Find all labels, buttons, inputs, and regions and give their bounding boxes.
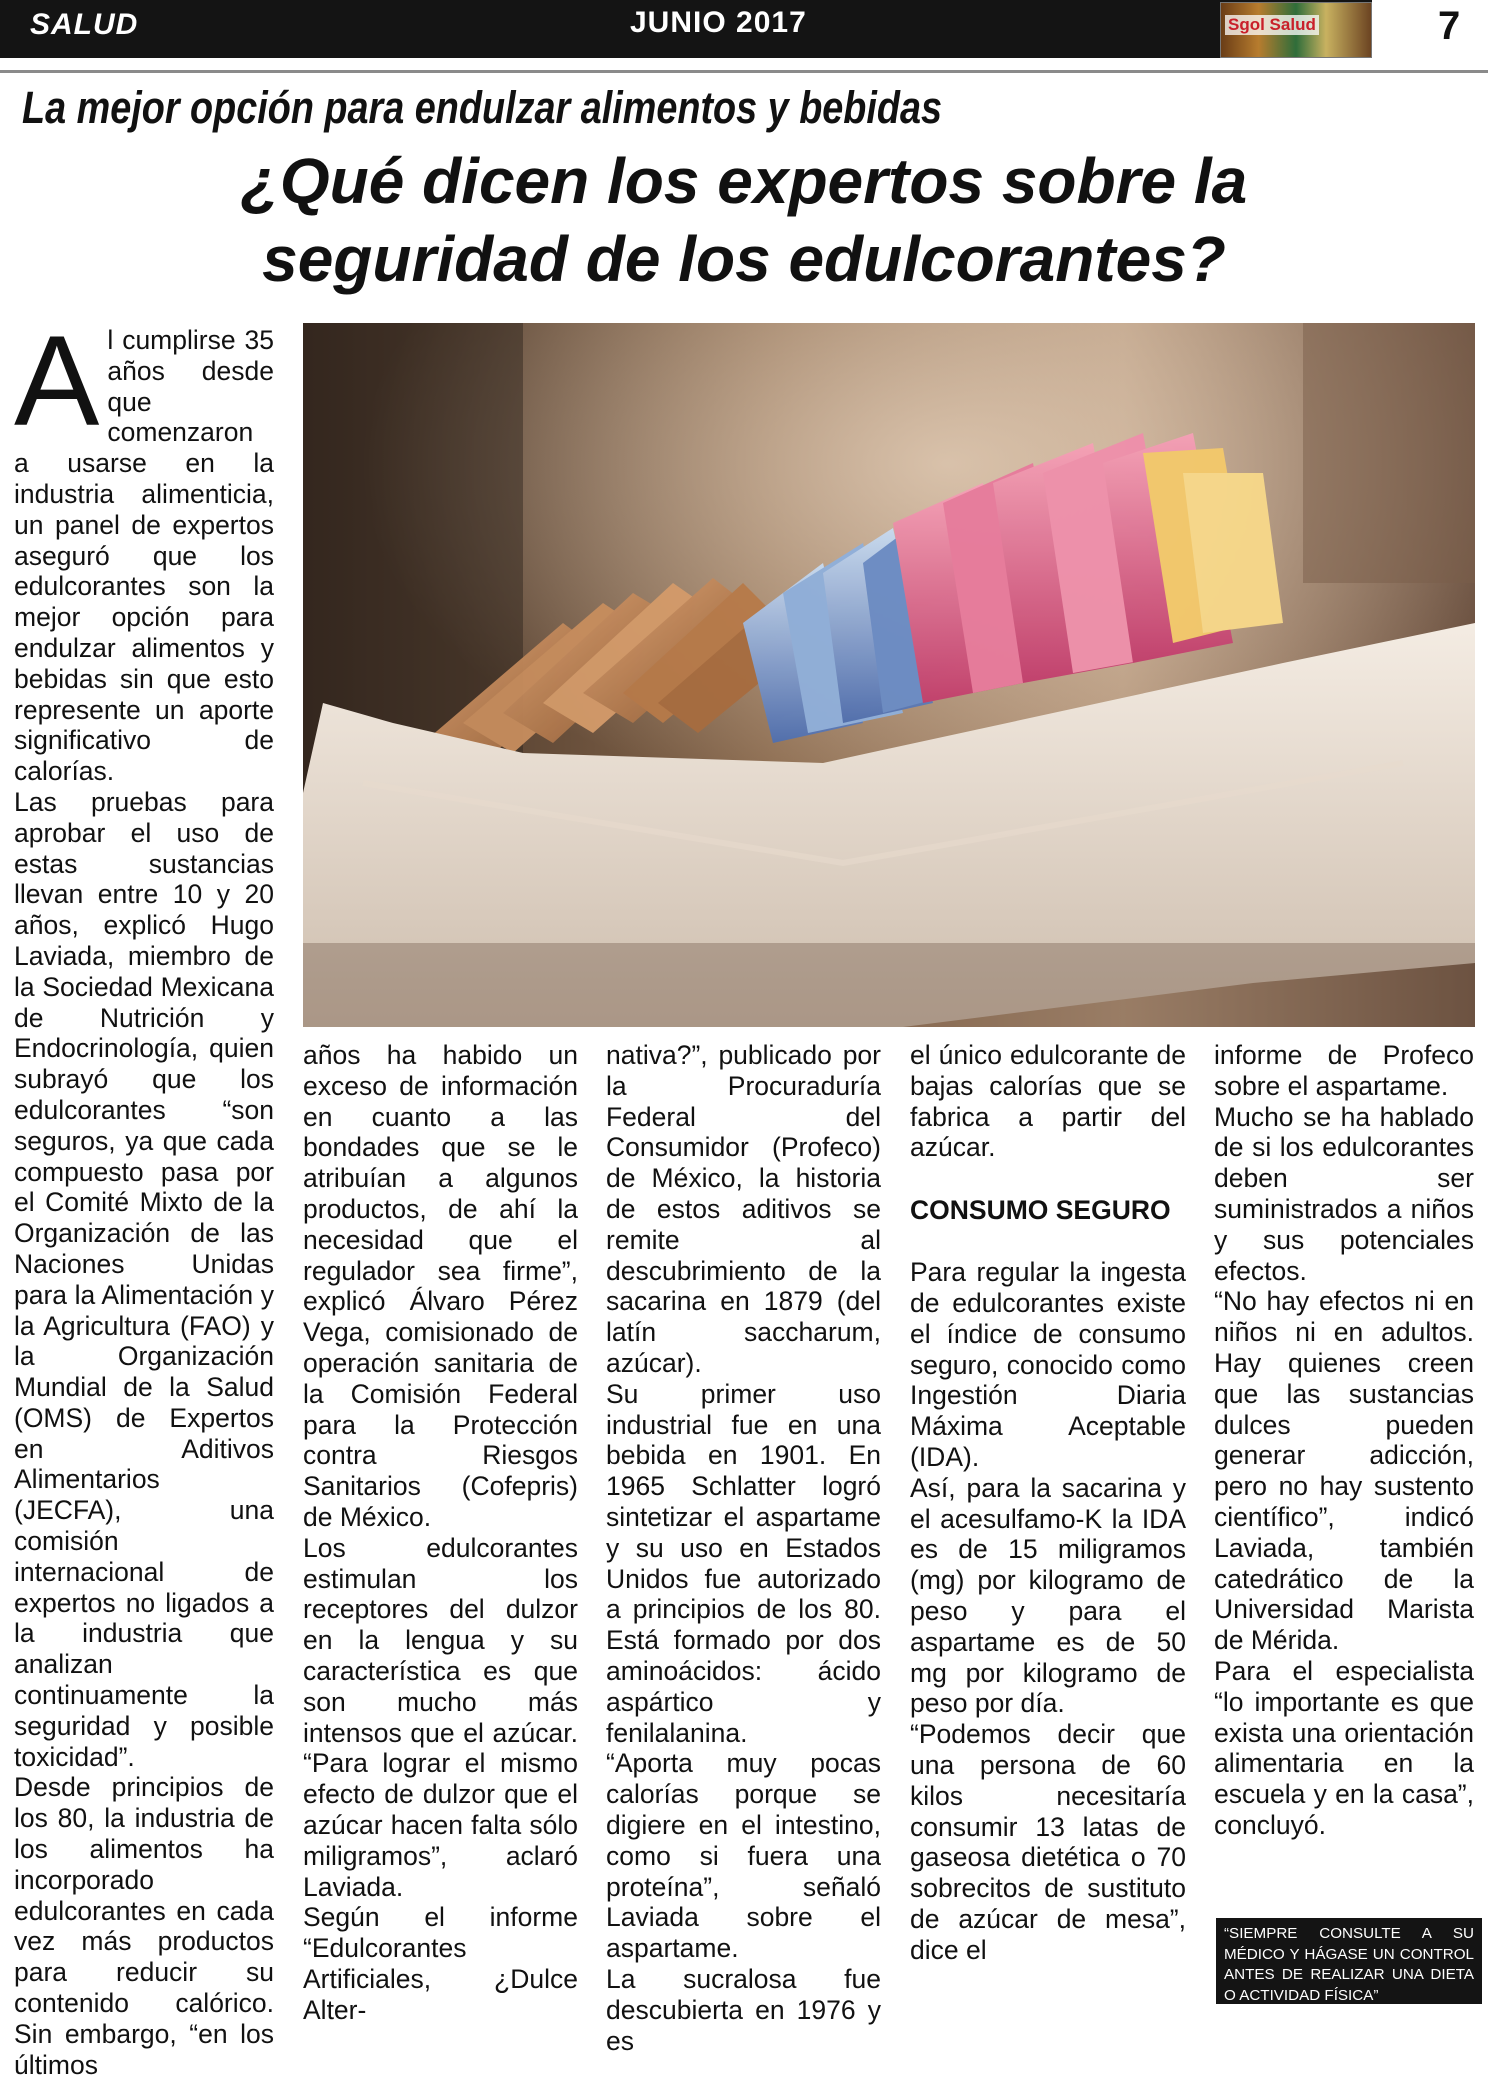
paragraph: nativa?”, publicado por la Procuraduría Federal del Consumidor (Profeco) de México, la historia de estos aditivos se remite al descubrimiento de la sacarina en 1879 (del latín saccharum, azúcar). xyxy=(606,1040,881,1378)
health-notice-box: “SIEMPRE CONSULTE A SU MÉDICO Y HÁGASE UN CONTROL ANTES DE REALIZAR UNA DIETA O ACTIVIDAD FÍSICA” xyxy=(1216,1918,1482,2004)
headline-line-2: seguridad de los edulcorantes? xyxy=(262,223,1226,295)
paragraph: Mucho se ha hablado de si los edulcorantes deben ser suministrados a niños y sus potenciales efectos. xyxy=(1214,1101,1474,1286)
article-column-2 xyxy=(303,1040,578,2025)
paragraph: Desde principios de los 80, la industria de los alimentos ha incorporado edulcorantes en cada vez más productos para reducir su contenido calórico. Sin embargo, “en los últimos xyxy=(14,1772,274,2080)
section-label: SALUD xyxy=(30,8,139,41)
paragraph-text: l cumplirse 35 años desde que comenzaron a usarse en la industria alimenticia, un panel de expertos aseguró que los edulcorantes son la mejor opción para endulzar alimentos y bebidas sin que esto represente un aporte significativo de calorías. xyxy=(14,325,274,787)
headline xyxy=(0,142,1488,298)
paragraph: “Aporta muy pocas calorías porque se digiere en el intestino, como si fuera una proteína”, señaló Laviada sobre el aspartame. xyxy=(606,1748,881,1964)
paragraph: Para regular la ingesta de edulcorantes existe el índice de consumo seguro, conocido como Ingestión Diaria Máxima Aceptable (IDA). xyxy=(910,1257,1186,1472)
issue-date: JUNIO 2017 xyxy=(630,6,807,39)
paragraph: Los edulcorantes estimulan los receptores del dulzor en la lengua y su característica es que son mucho más intensos que el azúcar. “Para lograr el mismo efecto de dulzor que el azúcar hacen falta sólo miligramos”, aclaró Laviada. xyxy=(303,1532,578,1902)
paragraph: Su primer uso industrial fue en una bebida en 1901. En 1965 Schlatter logró sintetizar el aspartame y su uso en Estados Unidos fue autorizado a principios de los 80. Está formado por dos aminoácidos: ácido aspártico y fenilalanina. xyxy=(606,1378,881,1748)
logo-text: Sgol Salud xyxy=(1225,15,1319,35)
paragraph: años ha habido un exceso de información en cuanto a las bondades que se le atribuían a algunos productos, de ahí la necesidad que el regulador sea firme”, explicó Álvaro Pérez Vega, comisionado de operación sanitaria de la Comisión Federal para la Protección contra Riesgos Sanitarios (Cofepris) de México. xyxy=(303,1040,578,1532)
article-column-5 xyxy=(1214,1040,1474,1920)
header-rule xyxy=(0,70,1488,73)
page-number-box xyxy=(1372,0,1488,58)
paragraph: Así, para la sacarina y el acesulfamo-K la IDA es de 15 miligramos (mg) por kilogramo de peso y para el aspartame es de 50 mg por kilogramo de peso por día. xyxy=(910,1472,1186,1719)
page-number: 7 xyxy=(1438,4,1461,48)
paragraph: Las pruebas para aprobar el uso de estas sustancias llevan entre 10 y 20 años, explicó Hugo Laviada, miembro de la Sociedad Mexicana de Nutrición y Endocrinología, quien subrayó que los edulcorantes “son seguros, ya que cada compuesto pasa por el Comité Mixto de la Organización de las Naciones Unidas para la Alimentación y la Agricultura (FAO) y la Organización Mundial de la Salud (OMS) de Expertos en Aditivos Alimentarios (JECFA), una comisión internacional de expertos no ligados a la industria que analizan continuamente la seguridad y posible toxicidad”. xyxy=(14,786,274,1772)
paragraph: Según el informe “Edulcorantes Artificiales, ¿Dulce Alter- xyxy=(303,1902,578,2025)
headline-line-1: ¿Qué dicen los expertos sobre la xyxy=(240,145,1248,217)
top-bar xyxy=(0,0,1488,58)
sweetener-packets-photo xyxy=(303,323,1475,1027)
section-subheading: CONSUMO SEGURO xyxy=(910,1195,1171,1226)
article-column-4 xyxy=(910,1040,1186,2008)
kicker: La mejor opción para endulzar alimentos y bebidas xyxy=(22,82,943,133)
paragraph: “Podemos decir que una persona de 60 kilos necesitaría consumir 13 latas de gaseosa dietética o 70 sobrecitos de sustituto de azúcar de mesa”, dice el xyxy=(910,1719,1186,1965)
paragraph: “No hay efectos ni en niños ni en adultos. Hay quienes creen que las sustancias dulces pueden generar adicción, pero no hay sustento científico”, indicó Laviada, también catedrático de la Universidad Marista de Mérida. xyxy=(1214,1286,1474,1656)
paragraph: informe de Profeco sobre el aspartame. xyxy=(1214,1040,1474,1101)
drop-cap: A xyxy=(14,310,100,453)
article-column-1 xyxy=(14,310,274,2080)
paragraph: La sucralosa fue descubierta en 1976 y es xyxy=(606,1963,881,2056)
article-column-3 xyxy=(606,1040,881,2056)
paragraph xyxy=(14,310,274,787)
paragraph: el único edulcorante de bajas calorías que se fabrica a partir del azúcar. xyxy=(910,1040,1186,1163)
magazine-logo xyxy=(1220,2,1372,58)
paragraph: Para el especialista “lo importante es que exista una orientación alimentaria en la escuela y en la casa”, concluyó. xyxy=(1214,1655,1474,1840)
